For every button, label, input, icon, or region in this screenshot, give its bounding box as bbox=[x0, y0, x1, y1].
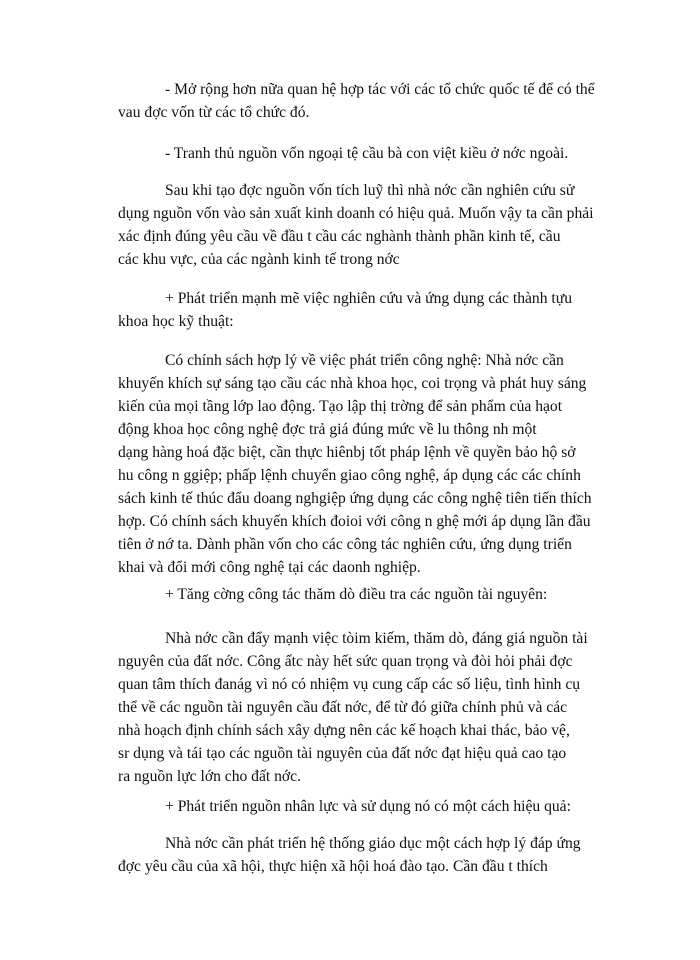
paragraph-education bbox=[118, 832, 626, 878]
heading-human-resources bbox=[118, 795, 626, 818]
text-line: quan tâm thích đanág vì nó có nhiệm vụ cung cấp các số liệu, tình hình cụ bbox=[118, 676, 581, 693]
text-line: dụng nguồn vốn vào sản xuất kinh doanh có hiệu quả. Muốn vậy ta cần phải bbox=[118, 205, 594, 222]
text-line: sách kinh tế thúc đẩu doang nghgiệp ứng dụng các công nghệ tiên tiến thích bbox=[118, 490, 592, 507]
text-line: Nhà nớc cần đẩy mạnh việc tòim kiếm, thăm dò, đáng giá nguồn tài bbox=[165, 630, 588, 647]
paragraph-capital-usage bbox=[118, 179, 626, 271]
text-line: Sau khi tạo đợc nguồn vốn tích luỹ thì nhà nớc cần nghiên cứu sử bbox=[165, 182, 575, 199]
text-line: - Mở rộng hơn nữa quan hệ hợp tác với các tổ chức quốc tế để có thể bbox=[165, 81, 595, 98]
text-line: hợp. Có chính sách khuyến khích đoioi với công n ghệ mới áp dụng lần đầu bbox=[118, 513, 591, 530]
text-line: Nhà nớc cần phát triển hệ thống giáo dục một cách hợp lý đáp ứng bbox=[165, 835, 581, 852]
text-line: các khu vực, của các ngành kinh tế trong nớc bbox=[118, 251, 400, 268]
text-line: tiên ở nớ ta. Dành phần vốn cho các công tác nghiên cứu, ứng dụng triển bbox=[118, 536, 572, 553]
text-line: - Tranh thủ nguồn vốn ngoại tệ cầu bà con việt kiều ở nớc ngoài. bbox=[165, 145, 569, 162]
paragraph-intl-cooperation bbox=[118, 78, 626, 124]
text-line: hu công n ggiệp; phấp lệnh chuyển giao công nghệ, áp dụng các các chính bbox=[118, 467, 581, 484]
text-line: + Tăng cờng công tác thăm dò điều tra các nguồn tài nguyên: bbox=[165, 586, 548, 603]
text-line: khai và đổi mới công nghệ tại các daonh nghiệp. bbox=[118, 559, 421, 576]
text-line: nhà hoạch định chính sách xây dựng nên các kế hoạch khai thác, bảo vệ, bbox=[118, 722, 570, 739]
text-line: khoa học kỹ thuật: bbox=[118, 313, 234, 330]
text-line: khuyến khích sự sáng tạo cầu các nhà khoa học, coi trọng và phát huy sáng bbox=[118, 375, 587, 392]
text-line: động khoa học công nghệ đợc trả giá đúng mức về lu thông nh một bbox=[118, 421, 537, 438]
text-line: xác định đúng yêu cầu về đầu t cầu các nghành thành phần kinh tế, cầu bbox=[118, 228, 561, 245]
text-line: thể về các nguồn tài nguyên cầu đất nớc, để từ đó giữa chính phủ và các bbox=[118, 699, 568, 716]
paragraph-overseas-capital bbox=[118, 142, 626, 165]
text-line: ra nguồn lực lớn cho đất nớc. bbox=[118, 768, 301, 785]
text-line: nguyên của đất nớc. Công ấtc này hết sức quan trọng và đòi hỏi phải đợc bbox=[118, 653, 573, 670]
paragraph-resource-survey bbox=[118, 627, 626, 788]
text-line: sr dụng và tái tạo các nguồn tài nguyên của đất nớc đạt hiệu quả cao tạo bbox=[118, 745, 567, 762]
text-line: Có chính sách hợp lý về việc phát triển công nghệ: Nhà nớc cần bbox=[165, 352, 564, 369]
text-line: dạng hàng hoá đặc biệt, cần thực hiênbj tốt pháp lệnh về quyền bảo hộ sở bbox=[118, 444, 576, 461]
text-line: đợc yêu cầu của xã hội, thực hiện xã hội hoá đào tạo. Cần đầu t thích bbox=[118, 858, 548, 875]
heading-science-technology bbox=[118, 287, 626, 333]
text-line: + Phát triển nguồn nhân lực và sử dụng nó có một cách hiệu quả: bbox=[165, 798, 571, 815]
heading-resource-survey bbox=[118, 583, 626, 606]
text-line: kiến của mọi tầng lớp lao động. Tạo lập thị trờng để sản phẩm của hạot bbox=[118, 398, 563, 415]
text-line: vau đợc vốn từ các tổ chức đó. bbox=[118, 104, 310, 121]
paragraph-technology-policy bbox=[118, 349, 626, 579]
text-line: + Phát triển mạnh mẽ việc nghiên cứu và ứng dụng các thành tựu bbox=[165, 290, 572, 307]
